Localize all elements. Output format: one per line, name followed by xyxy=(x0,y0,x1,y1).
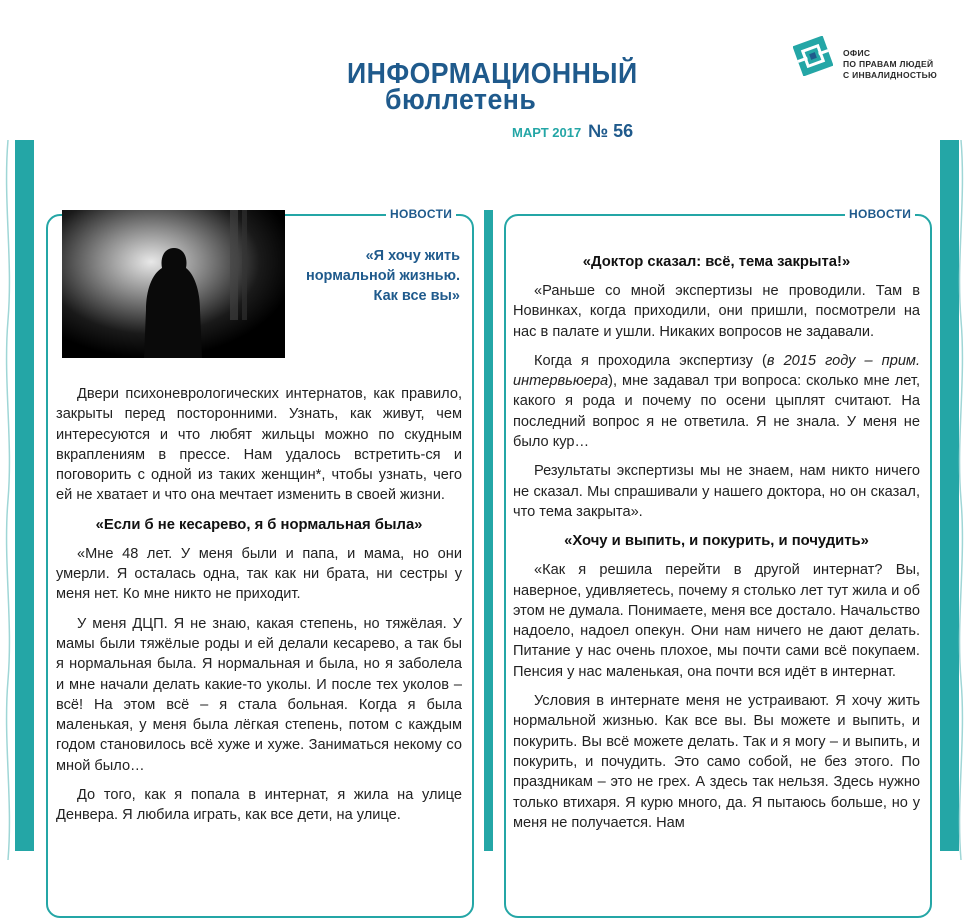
lead-quote-line3: Как все вы» xyxy=(373,288,460,304)
article-photo xyxy=(62,210,285,358)
logo-text-line1: ОФИС xyxy=(843,48,871,58)
section-heading: «Доктор сказал: всё, тема закрыта!» xyxy=(582,254,851,270)
article-paragraph: «Мне 48 лет. У меня были и папа, и мама, но они умерли. Я осталась одна, так как ни брата, ни сестры у меня нет. Ко мне никто не приходит. xyxy=(56,545,462,603)
office-logo-icon xyxy=(793,36,833,76)
left-side-band xyxy=(15,140,34,851)
article-paragraph: У меня ДЦП. Я не знаю, какая степень, но тяжёлая. У мамы были тяжёлые роды и ей делали кесарево, а так бы я нормальная была. Я нормальная и была, но я заболела и мне начали делать какие-то уколы. И после тех уколов – всё! На этом всё – я стала больная. Когда я была маленькая, у меня была лёгкая степень, потом с каждым годом становилось всё хуже и хуже. Заниматься некому со мной было… xyxy=(56,615,462,774)
interviewer-note: в 2015 году – прим. интервьюера xyxy=(513,352,920,390)
bulletin-title-line2: бюллетень xyxy=(385,84,537,116)
right-section-tag: НОВОСТИ xyxy=(845,207,915,221)
left-article-body xyxy=(56,384,462,835)
article-paragraph: Результаты экспертизы мы не знаем, нам никто ничего не сказал. Мы спрашивали у нашего доктора, но он сказал, что тема закрыта». xyxy=(513,463,920,520)
center-divider-band xyxy=(484,210,493,851)
lead-quote xyxy=(292,246,460,306)
right-wave-ornament xyxy=(955,140,967,860)
bulletin-title-line1: ИНФОРМАЦИОННЫЙ xyxy=(347,58,638,90)
section-heading: «Хочу и выпить, и покурить, и почудить» xyxy=(564,533,869,550)
section-heading: «Если б не кесарево, я б нормальная была» xyxy=(95,516,423,533)
right-article-body xyxy=(513,252,920,842)
left-wave-ornament xyxy=(2,140,14,860)
text-span: Когда я проходила экспертизу ( xyxy=(534,352,767,369)
left-section-tag: НОВОСТИ xyxy=(386,207,456,221)
article-paragraph: Условия в интернате меня не устраивают. Я хочу жить нормальной жизнью. Как все вы. Вы можете и выпить, и покурить. Вы всё можете делать. Так и я могу – и выпить, и покурить, и почудить. Это само собой, не без этого. По праздникам – это не грех. А здесь так нельзя. Здесь нужно только втихаря. Я курю много, да. Я пытаюсь больше, но у меня не получается. Нам xyxy=(513,693,920,831)
text-span: ), мне задавал три вопроса: сколько мне лет, какого я рода и почему по осени цыплят считают. На последний вопрос я не ответила. Я не знала. У меня не было кур… xyxy=(513,373,920,451)
office-logo-text xyxy=(843,48,937,81)
article-paragraph: «Как я решила перейти в другой интернат? Вы, наверное, удивляетесь, почему я столько лет тут жила и об этом не думала. Понимаете, меня все достало. Начальство надоело, надоел опекун. Они нам ничего не дают делать. Питание у нас очень плохое, мы почти сами всё покупаем. Пенсия у нас маленькая, она почти вся идёт в интернат. xyxy=(513,562,920,680)
lead-quote-line2: нормальной жизнью. xyxy=(305,268,460,284)
lead-quote-line1: «Я хочу жить xyxy=(365,248,460,264)
logo-text-line2: ПО ПРАВАМ ЛЮДЕЙ xyxy=(843,59,934,69)
article-paragraph: До того, как я попала в интернат, я жила на улице Денвера. Я любила играть, как все дети, на улице. xyxy=(56,787,462,824)
logo-text-line3: С ИНВАЛИДНОСТЬЮ xyxy=(843,70,938,80)
issue-number: № 56 xyxy=(588,121,634,141)
issue-month: МАРТ 2017 xyxy=(512,125,582,140)
intro-paragraph: Двери психоневрологических интернатов, как правило, закрыты перед посторонними. Узнать, как живут, чем интересуются и что любят жильцы можно по скудным вкраплениям в прессе. Нам удалось встретить-ся и поговорить с одной из таких женщин*, чтобы узнать, чего ей не хватает и что она мечтает изменить в своей жизни. xyxy=(56,386,462,504)
article-paragraph: «Раньше со мной экспертизы не проводили. Там в Новинках, когда приходили, они пришли, посмотрели на нас в палате и ушли. Никаких вопросов не задавали. xyxy=(513,283,920,340)
article-paragraph-with-note xyxy=(513,351,920,452)
